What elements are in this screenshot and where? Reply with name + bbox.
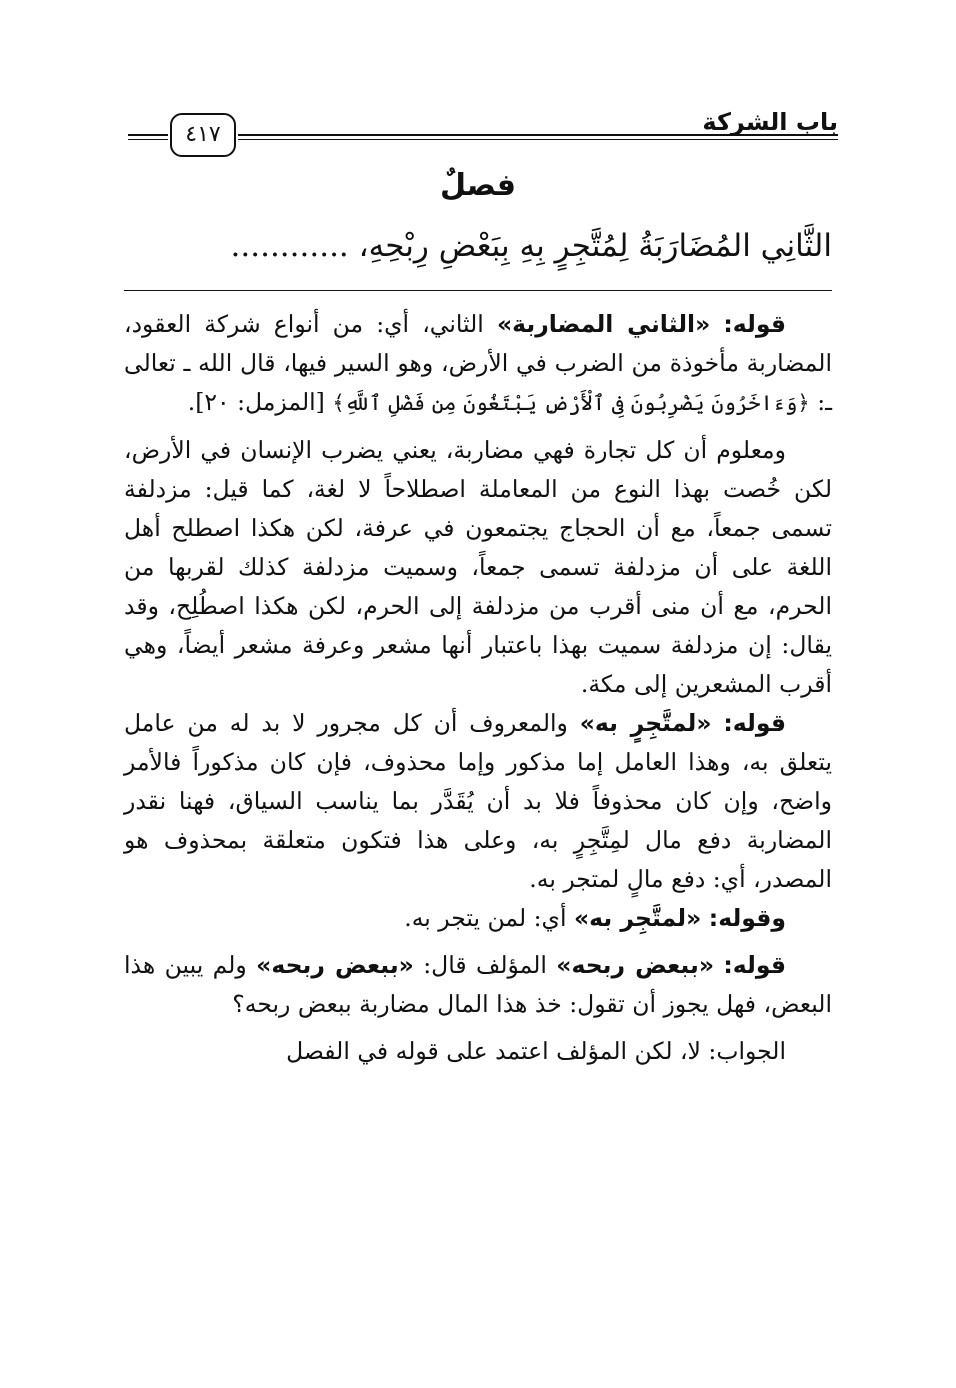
matn-text: الثَّانِي المُضَارَبَةُ لِمُتَّجِرٍ بِهِ بِبَعْضِ رِبْحِهِ، ............ xyxy=(230,228,832,264)
verse-reference: [المزمل: ٢٠]. xyxy=(187,388,333,416)
paragraph-text: المؤلف قال: xyxy=(413,951,557,979)
section-title: فصلٌ xyxy=(440,168,516,203)
quoted-phrase: «ببعض ربحه» xyxy=(256,951,414,979)
paragraph-text: ومعلوم أن كل تجارة فهي مضاربة، يعني يضرب الإنسان في الأرض، لكن خُصت بهذا النوع من المعاملة اصطلاحاً لا لغة، كما قيل: مزدلفة تسمى جمعاً، مع أن الحجاج يجتمعون في عرفة، لكن هكذا اصطلح أهل اللغة على أن مزدلفة تسمى جمعاً، وسميت مزدلفة كذلك لقربها من الحرم، مع أن منى أقرب من مزدلفة إلى الحرم، لكن هكذا اصطُلِح، وقد يقال: إن مزدلفة سميت بهذا باعتبار أنها مشعر وعرفة مشعر أيضاً، وهي أقرب المشعرين إلى مكة. xyxy=(124,436,832,698)
quran-verse: ﴿وَءَاخَرُونَ يَضْرِبُونَ فِى ٱلْأَرْضِ يَبْتَغُونَ مِن فَضْلِ ٱللَّهِ﴾ xyxy=(332,391,810,415)
paragraph-text: أي: لمن يتجر به. xyxy=(404,904,574,932)
quoted-phrase: «ببعض ربحه» xyxy=(556,951,715,979)
matn-divider xyxy=(124,290,832,291)
commentary-body xyxy=(124,305,832,1071)
header-rule-short xyxy=(128,134,168,140)
paragraph-3 xyxy=(124,704,832,899)
paragraph-text: والمعروف أن كل مجرور لا بد له من عامل يتعلق به، وهذا العامل إما مذكور وإما محذوف، فإن كان مذكوراً فالأمر واضح، وإن كان محذوفاً فلا بد أن يُقَدَّر بما يناسب السياق، فهنا نقدر المضاربة دفع مال لمِتَّجِرٍ به، وعلى هذا فتكون متعلقة بمحذوف هو المصدر، أي: دفع مالٍ لمتجر به. xyxy=(124,709,832,893)
paragraph-2 xyxy=(124,431,832,704)
paragraph-1 xyxy=(124,305,832,423)
paragraph-4 xyxy=(124,899,832,938)
paragraph-lead: قوله: xyxy=(723,310,786,338)
running-title: باب الشركة xyxy=(702,108,838,136)
quoted-phrase: «الثاني المضاربة» xyxy=(496,310,711,338)
page-number: ٤١٧ xyxy=(170,113,236,157)
paragraph-text: ولم يبين هذا البعض، فهل يجوز أن تقول: خذ هذا المال مضاربة ببعض ربحه؟ xyxy=(124,951,832,1018)
paragraph-lead: وقوله: xyxy=(708,904,786,932)
quoted-phrase: «لمتَّجِرٍ به» xyxy=(579,709,712,737)
paragraph-lead: قوله: xyxy=(723,709,786,737)
paragraph-5 xyxy=(124,946,832,1024)
paragraph-6 xyxy=(124,1032,832,1071)
paragraph-text: الجواب: لا، لكن المؤلف اعتمد على قوله في الفصل xyxy=(286,1037,786,1065)
header-rule xyxy=(238,134,838,140)
paragraph-text: الثاني، أي: من أنواع شركة العقود، المضاربة مأخوذة من الضرب في الأرض، وهو السير فيها، قال الله ـ تعالى ـ: xyxy=(124,310,832,416)
paragraph-lead: قوله: xyxy=(723,951,786,979)
quoted-phrase: «لمتَّجِر به» xyxy=(573,904,702,932)
